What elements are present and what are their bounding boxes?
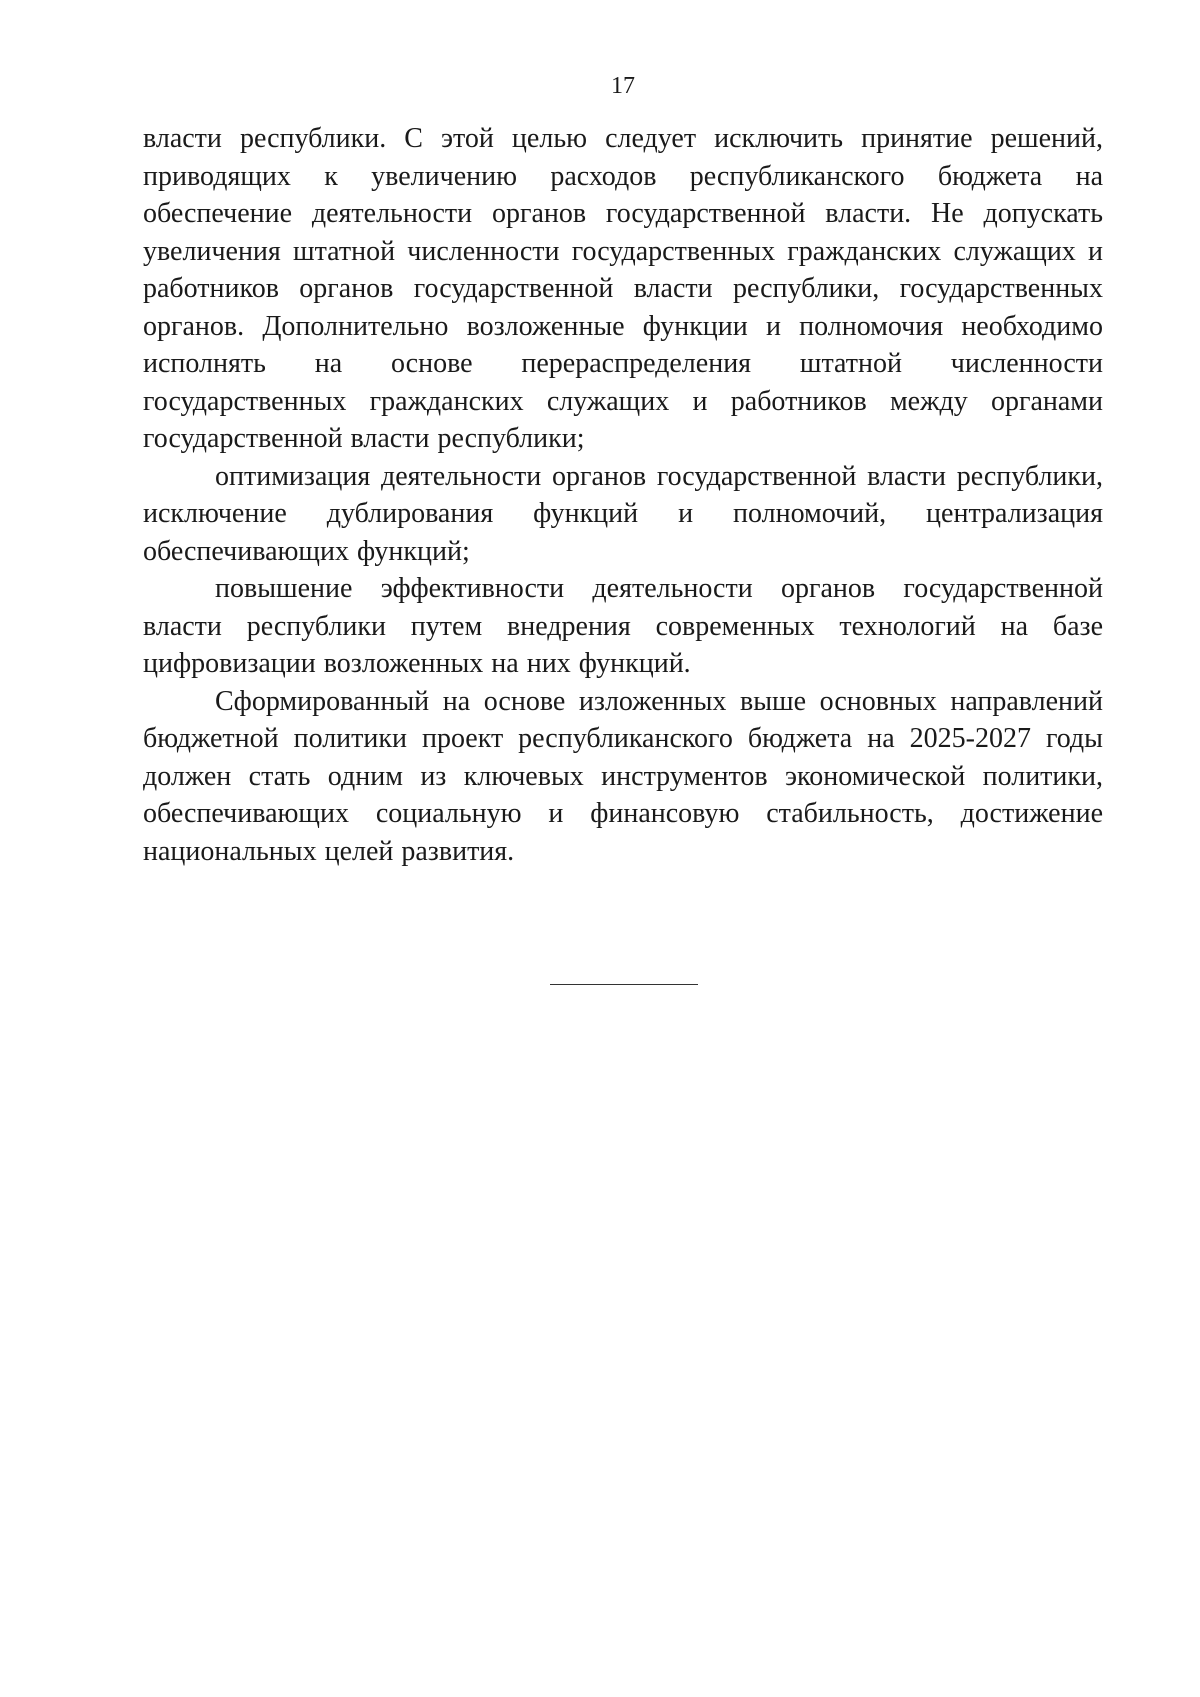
paragraph-continuation: власти республики. С этой целью следует исключить принятие решений, приводящих к увеличению расходов республиканского бюджета на обеспечение деятельности органов государственной власти. Не допускать увеличения штатной численности государственных гражданских служащих и работников органов государственной власти республики, государственных органов. Дополнительно возложенные функции и полномочия необходимо исполнять на основе перераспределения штатной численности государственных гражданских служащих и работников между органами государственной власти республики; [143, 123, 1103, 454]
paragraph-efficiency: повышение эффективности деятельности органов государственной власти республики путем внедрения современных технологий на базе цифровизации возложенных на них функций. [143, 573, 1103, 679]
paragraph-optimization: оптимизация деятельности органов государственной власти республики, исключение дублирования функций и полномочий, централизация обеспечивающих функций; [143, 460, 1103, 567]
document-body [143, 120, 1103, 870]
page-number: 17 [611, 73, 635, 99]
paragraph-conclusion: Сформированный на основе изложенных выше основных направлений бюджетной политики проект республиканского бюджета на 2025-2027 годы должен стать одним из ключевых инструментов экономической политики, обеспечивающих социальную и финансовую стабильность, достижение национальных целей развития. [143, 685, 1103, 867]
end-of-document-rule [550, 984, 698, 985]
